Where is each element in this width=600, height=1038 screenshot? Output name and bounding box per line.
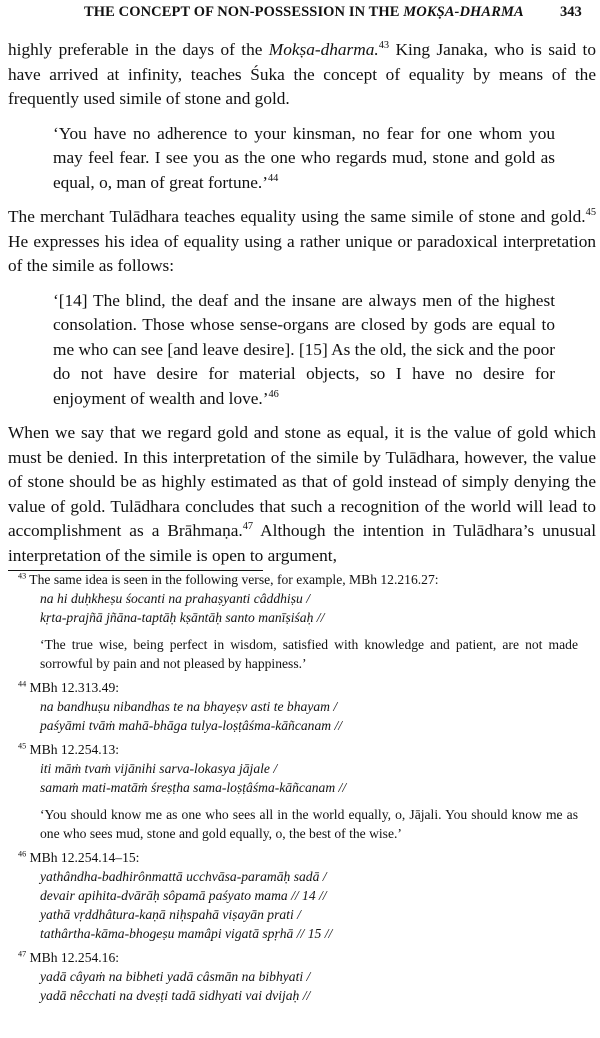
footnote-body	[40, 759, 578, 797]
footnote-head	[18, 740, 578, 759]
verse-line: yathā vṛddhâtura-kaṇā niḥspahā viṣayān prati /	[40, 907, 301, 922]
verse-line: na bandhuṣu nibandhas te na bhayeṣv asti te bhayam /	[40, 699, 338, 714]
main-text	[8, 38, 596, 568]
footnote-body	[40, 967, 578, 1005]
verse-line: samaṁ mati-matāṁ śreṣṭha sama-loṣṭâśma-kāñcanam //	[40, 780, 347, 795]
running-head-text: THE CONCEPT OF NON-POSSESSION IN THE	[84, 4, 404, 20]
footnote-head	[18, 948, 578, 967]
verse-line: iti māṁ tvaṁ vijānihi sarva-lokasya jājale /	[40, 761, 278, 776]
paragraph-text: He expresses his idea of equality using a rather unique or paradoxical interpretation of the simile as follows:	[8, 231, 596, 275]
verse-line: yadā nêcchati na dveṣṭi tadā sidhyati vai dvijaḥ //	[40, 988, 311, 1003]
footnote-head	[18, 848, 578, 867]
footnote-body	[40, 867, 578, 943]
footnote-number: 43	[18, 571, 27, 581]
italic-term: Mokṣa-dharma.	[268, 40, 379, 59]
verse-line: paśyāmi tvāṁ mahā-bhāga tulya-loṣṭâśma-kāñcanam //	[40, 718, 343, 733]
quote-text: ‘You have no adherence to your kinsman, no fear for one whom you may feel fear. I see you as the one who regards mud, stone and gold as equal, o, man of great fortune.’	[53, 123, 555, 192]
footnote-ref[interactable]: 45	[585, 207, 596, 219]
footnote-head-text: MBh 12.254.13:	[26, 742, 120, 757]
paragraph-1	[8, 38, 596, 112]
footnote-ref[interactable]: 43	[378, 40, 390, 52]
translation: ‘You should know me as one who sees all in the world equally, o, Jājali. You should know me as one who sees mud, stone and gold equally, o, the best of the wise.’	[40, 807, 578, 841]
verse-line: kṛta-prajñā jñāna-taptāḥ kṣāntāḥ santo manīṣiśaḥ //	[40, 610, 325, 625]
footnote-head-text: MBh 12.254.16:	[26, 950, 120, 965]
footnote-43	[18, 570, 578, 673]
footnote-ref[interactable]: 47	[242, 521, 254, 533]
page-number: 343	[560, 4, 582, 20]
verse-line: devair apihita-dvārāḥ sôpamā paśyato mama // 14 //	[40, 888, 327, 903]
verse-line: yathândha-badhirônmattā ucchvāsa-paramāḥ sadā /	[40, 869, 327, 884]
page-header	[0, 3, 600, 25]
footnote-44	[18, 678, 578, 735]
paragraph-2	[8, 205, 596, 279]
translation: ‘The true wise, being perfect in wisdom, satisfied with knowledge and patient, are not made sorrowful by pain and not pleased by happiness.’	[40, 637, 578, 671]
block-quote-2	[53, 289, 555, 412]
footnote-head-text: The same idea is seen in the following verse, for example, MBh 12.216.27:	[26, 572, 439, 587]
footnote-number: 46	[18, 849, 27, 859]
paragraph-text: highly preferable in the days of the	[8, 40, 269, 59]
paragraph-text: King Janaka, who is said to have arrived at infinity, teaches Śuka the concept of equality by means of the frequently used simile of stone and gold.	[8, 40, 596, 108]
footnote-body	[40, 697, 578, 735]
paragraph-text: When we say that we regard gold and stone as equal, it is the value of gold which must be denied. In this interpretation of the simile by Tulādhara, however, the value of stone should be as highly estimated as that of gold instead of simply denying the value of gold. Tulādhara concludes that such a recognition of the world will lead to accomplishment as a Brāhmaṇa.	[8, 423, 596, 540]
footnote-number: 44	[18, 679, 27, 689]
paragraph-text: The merchant Tulādhara teaches equality using the same simile of stone and gold.	[8, 207, 586, 226]
verse-line: yadā câyaṁ na bibheti yadā câsmān na bibhyati /	[40, 969, 311, 984]
footnote-head	[18, 570, 578, 589]
verse-line: tathârtha-kāma-bhogeṣu mamâpi vigatā spṛhā // 15 //	[40, 926, 333, 941]
footnote-ref[interactable]: 46	[268, 388, 279, 400]
paragraph-text: Although the intention in Tulādhara’s unusual interpretation of the simile is open to argument,	[8, 521, 597, 565]
quote-text: ‘[14] The blind, the deaf and the insane are always men of the highest consolation. Those whose sense-organs are closed by gods are equal to me who can see [and leave desire]. [15] As the old, the sick and the poor do not have desire for material objects, so I have no desire for enjoyment of wealth and love.’	[53, 290, 555, 408]
footnote-46	[18, 848, 578, 943]
footnote-45	[18, 740, 578, 843]
footnote-ref[interactable]: 44	[267, 172, 279, 184]
footnote-number: 45	[18, 741, 27, 751]
footnote-body	[40, 589, 578, 627]
block-quote-1	[53, 122, 555, 196]
footnotes	[18, 570, 578, 1010]
footnote-47	[18, 948, 578, 1005]
footnote-head	[18, 678, 578, 697]
footnote-head-text: MBh 12.313.49:	[26, 680, 120, 695]
footnote-number: 47	[18, 949, 27, 959]
paragraph-3	[8, 421, 596, 568]
running-head	[84, 4, 524, 21]
verse-line: na hi duḥkheṣu śocanti na prahaṣyanti câddhiṣu /	[40, 591, 310, 606]
running-head-italic: MOKṢA-DHARMA	[403, 4, 524, 20]
footnote-head-text: MBh 12.254.14–15:	[26, 850, 140, 865]
